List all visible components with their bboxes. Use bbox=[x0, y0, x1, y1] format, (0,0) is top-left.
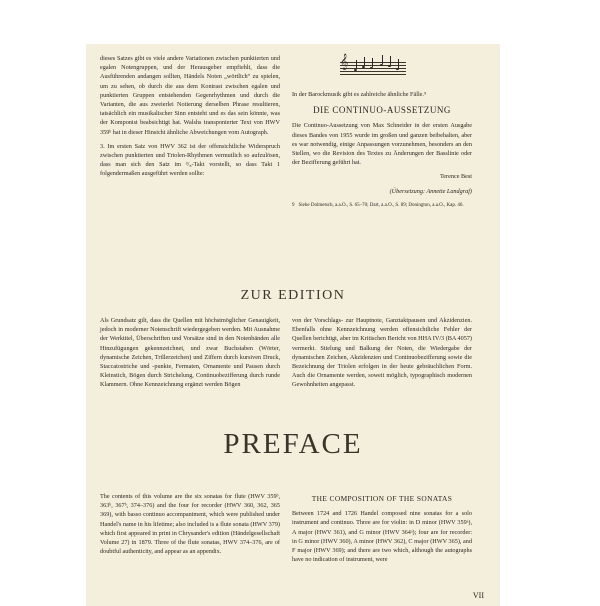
paragraph: Als Grundsatz gilt, dass die Quellen mit höchstmöglicher Genauigkeit, jedoch in moderner Notenschrift wiedergegeben werden. Mit Ausnahme der Werktitel, Überschriften und Vorsätze sind in den Notenbänden alle Hinzufügungen gekennzeichnet, und zwar Buchstaben (Wörter, dynamische Zeichen, Trillerzeichen) und Ziffern durch kursiven Druck, Staccatostriche und -punkte, Fermaten, Ornamente und Pausen durch Kleinstich, Bögen durch Strichelung, Continuobezifferung durch runde Klammern. Ohne Kennzeichnung ergänzt werden Bögen bbox=[100, 317, 280, 389]
paragraph: The contents of this volume are the six sonatas for flute (HWV 359ᵇ, 363ᵇ, 367ᵇ, 374–376) and the four for recorder (HWV 360, 362, 365 369), with basso continuo accompaniment, which were published under Handel's name in his lifetime; also included is a flute sonata (HWV 379) which first appeared in print in Chrysander's edition (Händelgesellschaft Volume 27) in 1879. Three of the flute sonatas, HWV 374–376, are of doubtful authenticity, and appear as an appendix. bbox=[100, 493, 280, 556]
music-example bbox=[340, 54, 406, 84]
composition-section-title: THE COMPOSITION OF THE SONATAS bbox=[311, 494, 453, 503]
top-right-column bbox=[292, 54, 472, 209]
top-left-column bbox=[100, 54, 280, 184]
treble-clef-icon: 𝄞 bbox=[340, 55, 349, 70]
footnote-number: 9 bbox=[292, 202, 295, 208]
page-number: VII bbox=[472, 591, 484, 600]
paragraph: Die Continuo-Aussetzung von Max Schneider in der ersten Ausgabe dieses Bandes von 1955 wurde im großen und ganzen beibehalten, aber es war notwendig, einige Anpassungen vorzunehmen, besonders an den Stellen, wo die Revision des Textes zu Änderungen der Basslinie oder der Bezifferung geführt hat. bbox=[292, 122, 472, 167]
preface-left-column bbox=[100, 492, 280, 561]
footnote-text: Siehe Dolmetsch, a.a.O., S. 65–70; Dart, a.a.O., S. 89; Donington, a.a.O., Kap. 46. bbox=[298, 202, 464, 208]
paragraph: von der Vorschlags- zur Hauptnote, Ganztaktpausen und Akzidenzien. Ebenfalls ohne Kennzeichnung werden offensichtliche Fehler der Quellen berichtigt, aber im Kritischen Bericht von HHA IV/3 (BA 4057) vermerkt. Stielung und Balkung der Noten, die Wiedergabe der dynamischen Zeichen, Akzidenzien und Continuobezifferung sowie die Bezeichnung der Triolen erfolgen in der heute gebräuchlichen Form. Auch die Ornamente werden, soweit möglich, typographisch modernen Gewohnheiten angepasst. bbox=[292, 317, 472, 389]
zur-edition-right-column bbox=[292, 316, 472, 395]
zur-edition-heading: ZUR EDITION bbox=[240, 288, 346, 303]
paragraph: 3. Im ersten Satz von HWV 362 ist der offensichtliche Widerspruch zwischen punktierten und Triolen-Rhythmen vermutlich so aufzulösen, dass man sich den Satz im ³/₈-Takt vorstellt, so dass Takt 1 folgendermaßen ausgeführt werden sollte: bbox=[100, 142, 280, 178]
preface-right-column bbox=[292, 492, 472, 569]
preface-heading: PREFACE bbox=[223, 428, 363, 460]
music-caption: In der Barockmusik gibt es zahlreiche ähnliche Fälle.⁹ bbox=[292, 91, 427, 98]
translator-credit: (Übersetzung: Annette Landgraf) bbox=[389, 187, 472, 195]
zur-edition-left-column bbox=[100, 316, 280, 395]
paragraph: dieses Satzes gibt es viele andere Variationen zwischen punktierten und egalen Notengruppen, und der Herausgeber empfiehlt, dass die Ausführenden andangen sollten, Händels Noten „wörtlich“ zu spielen, um zu sehen, ob durch die aus dem Kontrast zwischen egalen und punktierten Gruppen entstehenden Gegenrhythmen und durch die Varianten, die aus zweierlei Notierung derselben Phrase resultieren, tatsächlich ein musikalischer Sinn entsteht und es das sein könnte, was der Komponist beabsichtigt hat. Walshs transponierter Text von HWV 359ᵇ hat in dieser Hinsicht ähnliche Abweichungen vom Autograph. bbox=[100, 55, 280, 136]
footnote bbox=[292, 202, 472, 209]
paragraph: Between 1724 and 1726 Handel composed nine sonatas for a solo instrument and continuo. Three are for violin: in D minor (HWV 359ᵃ), A major (HWV 361), and G minor (HWV 364ᵃ); four are for recorder: in G minor (HWV 360), A minor (HWV 362), C major (HWV 365), and F major (HWV 369); and there are two which, although the autographs have no indication of instrument, were bbox=[292, 510, 472, 564]
book-page bbox=[86, 44, 500, 606]
author-signature: Terence Best bbox=[439, 173, 472, 181]
continuo-section-title: DIE CONTINUO-AUSSETZUNG bbox=[313, 105, 451, 116]
